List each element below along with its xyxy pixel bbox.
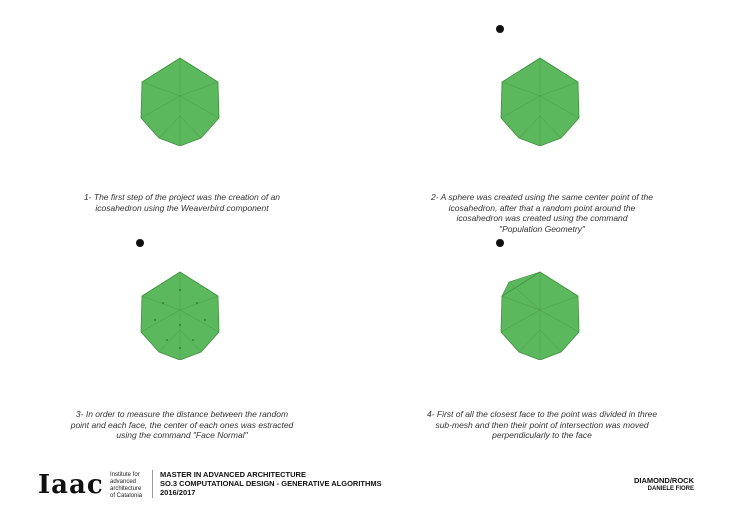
footer xyxy=(0,462,730,516)
step-2-caption: 2- A sphere was created using the same center point of the icosahedron, after that a random point around the icosahedron was created using the command "Population Geometry" xyxy=(431,192,653,234)
icosahedron-3 xyxy=(135,270,225,360)
step-1-caption: 1- The first step of the project was the creation of an icosahedron using the Weaverbird component xyxy=(83,192,281,213)
step-3-caption: 3- In order to measure the distance between the random point and each face, the center of each ones was estracted using the command "Face Normal" xyxy=(70,409,294,440)
random-point-dot-2 xyxy=(496,25,504,33)
random-point-dot-3 xyxy=(136,239,144,247)
icosahedron-4 xyxy=(495,270,585,360)
icosahedron-2 xyxy=(495,56,585,146)
project-info xyxy=(634,476,694,492)
author-name: DANIELE FIORE xyxy=(647,486,694,492)
divider xyxy=(152,470,153,498)
icosahedron-1 xyxy=(135,56,225,146)
program-info: MASTER IN ADVANCED ARCHITECTURE SO.3 COMPUTATIONAL DESIGN - GENERATIVE ALGORITHMS 2016/2017 xyxy=(160,470,382,497)
step-4-caption: 4- First of all the closest face to the point was divided in three sub-mesh and then their point of intersection was moved perpendicularly to the face xyxy=(426,409,658,440)
institute-name: Institute for advanced architecture of Catalonia xyxy=(110,472,143,499)
random-point-dot-4 xyxy=(496,239,504,247)
iaac-logo: Iaac xyxy=(38,470,104,500)
project-title: DIAMOND/ROCK xyxy=(634,476,694,485)
